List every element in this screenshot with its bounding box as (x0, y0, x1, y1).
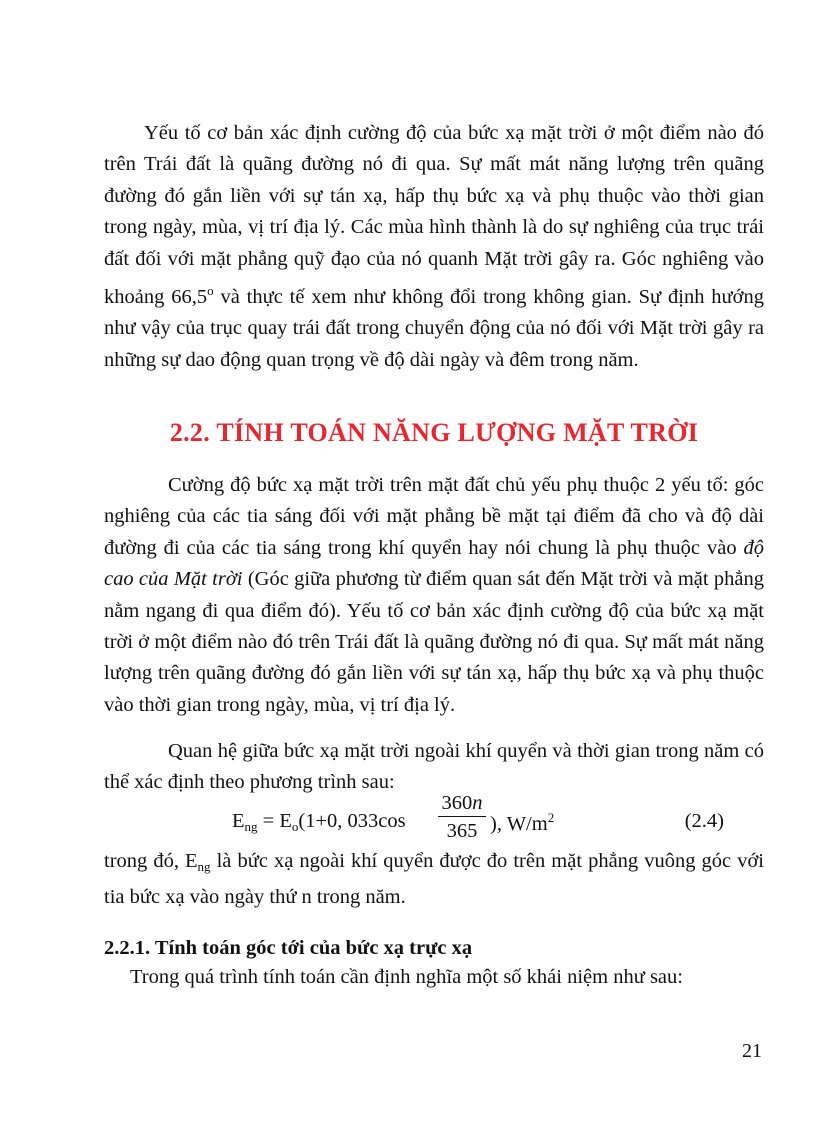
section-paragraph-1 (104, 470, 764, 721)
section-p1-text-b: (Góc giữa phương từ điểm quan sát đến Mặt trời và mặt phẳng nằm ngang đi qua điểm đó). Yếu tố cơ bản xác định cường độ của bức xạ mặt trời ở một điểm nào đó trên Trái đất là quãng đường nó đi qua. Sự mất mát năng lượng trên quãng đường đó gắn liền với sự tán xạ, hấp thụ bức xạ và phụ thuộc vào thời gian trong ngày, mùa, vị trí địa lý. (104, 568, 765, 716)
page-number: 21 (742, 1040, 762, 1062)
equation-number: (2.4) (684, 810, 724, 832)
section-p1-text-a: Cường độ bức xạ mặt trời trên mặt đất chủ yếu phụ thuộc 2 yếu tố: góc nghiêng của các tia sáng đối với mặt phẳng bề mặt tại điểm đã cho và độ dài đường đi của các tia sáng trong khí quyển hay nói chung là phụ thuộc vào (104, 474, 764, 559)
intro-text: Yếu tố cơ bản xác định cường độ của bức xạ mặt trời ở một điểm nào đó trên Trái đất là quãng đường nó đi qua. Sự mất mát năng lượng trên quãng đường đó gắn liền với sự tán xạ, hấp thụ bức xạ và phụ thuộc vào thời gian trong ngày, mùa, vị trí địa lý. Các mùa hình thành là do sự nghiêng của trục trái đất đối với mặt phẳng quỹ đạo của nó quanh Mặt trời gây ra. Góc nghiêng vào khoảng 66,5 (104, 122, 764, 309)
eq-e-sub: ng (244, 819, 258, 834)
unit-superscript: 2 (547, 810, 555, 825)
section-paragraph-3 (104, 846, 764, 914)
eq-expr-start: (1+0, 033cos (298, 810, 406, 832)
section-paragraph-2: Quan hệ giữa bức xạ mặt trời ngoài khí quyển và thời gian trong năm có thể xác định theo phương trình sau: (104, 740, 764, 794)
eq-e0-sub: o (291, 819, 299, 834)
section-p3-sub: ng (197, 859, 211, 874)
intro-text-end: và thực tế xem như không đổi trong không gian. Sự định hướng như vậy của trục quay trái đất trong chuyển động của nó đối với Mặt trời gây ra những sự dao động quan trọng về độ dài ngày và đêm trong năm. (104, 286, 765, 371)
section-p3-text-b: là bức xạ ngoài khí quyển được đo trên mặt phẳng vuông góc với tia bức xạ vào ngày thứ n trong năm. (104, 850, 764, 909)
section-p1-italic: độ cao của Mặt trời (104, 536, 764, 591)
section-title: 2.2. TÍNH TOÁN NĂNG LƯỢNG MẶT TRỜI (169, 418, 699, 447)
subsection-title: 2.2.1. Tính toán góc tới của bức xạ trực xạ (104, 937, 473, 959)
fraction-denominator: 365 (446, 820, 478, 842)
equation-fraction (438, 790, 486, 845)
eq-e: E (232, 810, 245, 832)
section-p3-text-a: trong đó, E (104, 850, 198, 872)
eq-equals: = E (257, 810, 292, 832)
subsection-paragraph: Trong quá trình tính toán cần định nghĩa một số khái niệm như sau: (130, 966, 683, 988)
intro-paragraph (104, 118, 764, 376)
eq-expr-end: ), W/m (490, 813, 548, 835)
fraction-numerator: 360n (438, 790, 486, 817)
equation-lhs (232, 810, 406, 835)
equation-rhs (490, 810, 554, 836)
fraction-variable: n (472, 792, 483, 814)
degree-mark: o (207, 283, 214, 299)
